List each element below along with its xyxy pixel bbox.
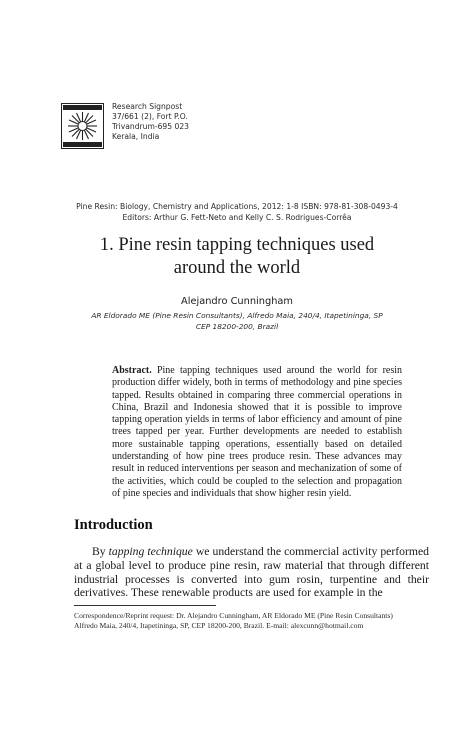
citation-line: Pine Resin: Biology, Chemistry and Applications, 2012: 1-8 ISBN: 978-81-308-0493-4 [76,202,398,211]
publisher-country-line: Kerala, India [112,132,160,141]
logo-bottom-band [63,142,102,147]
publisher-address-line: 37/661 (2), Fort P.O. [112,112,188,121]
editors-line: Editors: Arthur G. Fett-Neto and Kelly C. S. Rodrigues-Corrêa [122,213,352,222]
body-text: we understand the commercial activity performed at a global level to produce pine resin, raw material that through different industrial processes is converted into gum rosin, turpentine and their derivatives. These renewable products are used for example in the [74,545,429,600]
author-affiliation: AR Eldorado ME (Pine Resin Consultants), Alfredo Maia, 240/4, Itapetininga, SP [91,311,383,320]
author-affiliation: CEP 18200-200, Brazil [195,322,279,331]
chapter-title-line: around the world [173,258,301,278]
body-paragraph [74,545,429,600]
abstract-text: Pine tapping techniques used around the world for resin production differ widely, both in terms of methodology and pine species tapped. Results obtained in comparing three commercial operations in China, Brazil and Indonesia showed that it is possible to improve tapping operation yields in terms of labor efficiency and amount of pine trees tapped per year. Further developments are needed to establish more sustainable tapping operations, essentially based on detailed understanding of how pine trees produce resin. These advances may result in reduced interventions per season and mechanization of some of the activities, which could be coupled to the selection and propagation of pine species and individuals that show higher resin yield. [112,365,403,499]
chapter-title-line: 1. Pine resin tapping techniques used [99,235,375,255]
author-name: Alejandro Cunningham [181,296,293,307]
publisher-city-line: Trivandrum-695 023 [112,122,190,131]
body-lead: By [92,545,106,558]
footnote-line: Alfredo Maia, 240/4, Itapetininga, SP, CEP 18200-200, Brazil. E-mail: alexcunn@hotmail.com [74,621,364,630]
footnote [74,611,434,631]
abstract [112,365,402,500]
abstract-label: Abstract. [112,365,152,376]
publisher-address [112,102,189,142]
chapter-title [0,234,474,280]
section-heading: Introduction [74,517,153,533]
sunburst-logo-icon [66,111,99,141]
publisher-name: Research Signpost [112,102,183,111]
footnote-line: Correspondence/Reprint request: Dr. Alejandro Cunningham, AR Eldorado ME (Pine Resin Consultants) [74,611,393,620]
footnote-divider [74,605,216,606]
logo-top-band [63,105,102,110]
body-term: tapping technique [108,545,193,558]
publisher-logo [61,103,104,149]
